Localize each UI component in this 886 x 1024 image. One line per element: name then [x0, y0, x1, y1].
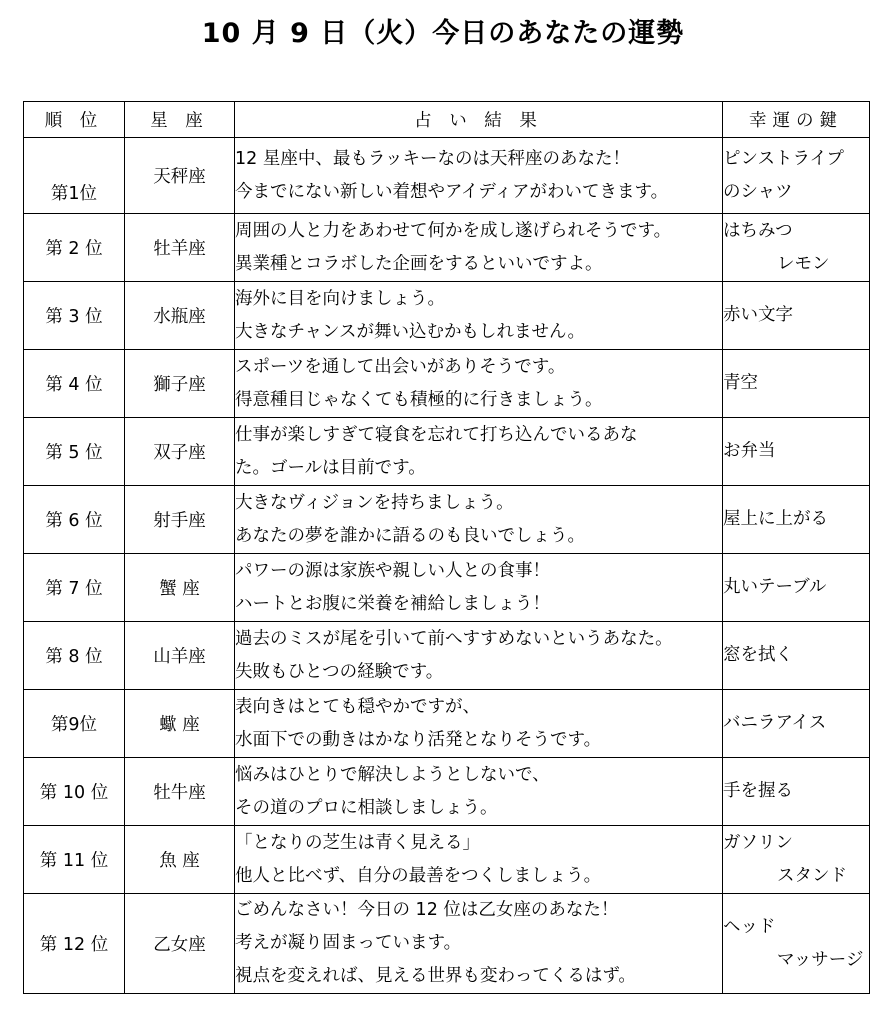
rank-cell: 第 7 位 [24, 554, 125, 622]
result-cell [235, 554, 723, 622]
sign-cell: 蠍 座 [125, 690, 235, 758]
result-cell [235, 622, 723, 690]
rank-cell: 第1位 [24, 138, 125, 214]
result-cell [235, 486, 723, 554]
result-cell [235, 350, 723, 418]
page-title: 10 月 9 日（火）今日のあなたの運勢 [201, 18, 685, 49]
rank-cell: 第 10 位 [24, 758, 125, 826]
rank-cell: 第 4 位 [24, 350, 125, 418]
sign-cell: 山羊座 [125, 622, 235, 690]
result-line: 考えが凝り固まっています。 [235, 933, 462, 953]
table-row [24, 214, 870, 282]
table-row [24, 758, 870, 826]
result-line: あなたの夢を誰かに語るのも良いでしょう。 [235, 525, 585, 546]
result-line: 表向きはとても穏やかですが、 [235, 696, 480, 717]
key-cell [723, 690, 870, 758]
result-line: 大きなチャンスが舞い込むかもしれません。 [235, 321, 585, 342]
result-line: 異業種とコラボした企画をするといいですよ。 [235, 253, 603, 274]
key-cell [723, 486, 870, 554]
result-line: 失敗もひとつの経験です。 [235, 661, 444, 682]
result-line: 過去のミスが尾を引いて前へすすめないというあなた。 [235, 628, 673, 649]
table-header-row [24, 102, 870, 138]
table-row [24, 894, 870, 994]
key-cell [723, 554, 870, 622]
table-row [24, 554, 870, 622]
key-line: 手を握る [723, 781, 793, 801]
result-line: その道のプロに相談しましょう。 [235, 797, 498, 818]
rank-cell: 第 12 位 [24, 894, 125, 994]
key-line: ヘッド [723, 916, 776, 937]
key-cell [723, 622, 870, 690]
key-line: 青空 [723, 373, 758, 393]
key-cell [723, 214, 870, 282]
key-line: お弁当 [723, 441, 776, 461]
key-line: バニラアイス [723, 713, 827, 733]
rank-cell: 第 11 位 [24, 826, 125, 894]
header-result: 占 い 結 果 [235, 102, 723, 138]
sign-cell: 天秤座 [125, 138, 235, 214]
result-line: ハートとお腹に栄養を補給しましょう！ [235, 593, 550, 614]
result-line: スポーツを通して出会いがありそうです。 [235, 356, 566, 377]
result-cell [235, 138, 723, 214]
key-line: レモン [777, 253, 830, 274]
key-line: のシャツ [723, 181, 793, 202]
sign-cell: 魚 座 [125, 826, 235, 894]
result-line: 水面下での動きはかなり活発となりそうです。 [235, 729, 602, 750]
sign-cell: 牡牛座 [125, 758, 235, 826]
result-line: 12 星座中、最もラッキーなのは天秤座のあなた！ [235, 148, 630, 169]
result-cell [235, 758, 723, 826]
result-line: 仕事が楽しすぎて寝食を忘れて打ち込んでいるあな [235, 424, 638, 445]
result-line: ごめんなさい！今日の 12 位は乙女座のあなた！ [235, 900, 619, 920]
table-row [24, 690, 870, 758]
header-sign: 星 座 [125, 102, 235, 138]
result-line: 周囲の人と力をあわせて何かを成し遂げられそうです。 [235, 220, 672, 241]
key-cell [723, 282, 870, 350]
result-cell [235, 282, 723, 350]
key-line: スタンド [777, 865, 847, 886]
table-row [24, 282, 870, 350]
table-row [24, 418, 870, 486]
sign-cell: 蟹 座 [125, 554, 235, 622]
result-cell [235, 214, 723, 282]
rank-cell: 第 2 位 [24, 214, 125, 282]
table-row [24, 138, 870, 214]
table-row [24, 486, 870, 554]
table-row [24, 826, 870, 894]
result-cell [235, 894, 723, 994]
header-key: 幸運の鍵 [723, 102, 870, 138]
sign-cell: 牡羊座 [125, 214, 235, 282]
sign-cell: 双子座 [125, 418, 235, 486]
key-cell [723, 758, 870, 826]
key-line: 赤い文字 [723, 305, 793, 325]
rank-cell: 第 3 位 [24, 282, 125, 350]
key-line: はちみつ [723, 220, 793, 241]
key-cell [723, 826, 870, 894]
sign-cell: 獅子座 [125, 350, 235, 418]
sign-cell: 射手座 [125, 486, 235, 554]
table-row [24, 622, 870, 690]
result-line: 視点を変えれば、見える世界も変わってくるはず。 [235, 966, 636, 986]
result-line: た。ゴールは目前です。 [235, 457, 426, 478]
key-line: ピンストライプ [723, 148, 844, 169]
rank-cell: 第9位 [24, 690, 125, 758]
key-line: 窓を拭く [723, 645, 793, 665]
key-line: 屋上に上がる [723, 509, 828, 529]
result-line: 他人と比べず、自分の最善をつくしましょう。 [235, 865, 602, 886]
result-line: 得意種目じゃなくても積極的に行きましょう。 [235, 389, 603, 410]
key-line: 丸いテーブル [723, 577, 827, 597]
result-line: 「となりの芝生は青く見える」 [235, 832, 480, 853]
result-cell [235, 418, 723, 486]
result-line: 悩みはひとりで解決しようとしないで、 [235, 764, 550, 785]
result-cell [235, 826, 723, 894]
sign-cell: 水瓶座 [125, 282, 235, 350]
sign-cell: 乙女座 [125, 894, 235, 994]
result-line: 海外に目を向けましょう。 [235, 288, 445, 309]
key-cell [723, 350, 870, 418]
rank-cell: 第 8 位 [24, 622, 125, 690]
fortune-table [23, 101, 870, 994]
result-cell [235, 690, 723, 758]
result-line: 大きなヴィジョンを持ちましょう。 [235, 492, 514, 513]
key-line: マッサージ [777, 949, 864, 970]
table-row [24, 350, 870, 418]
rank-cell: 第 6 位 [24, 486, 125, 554]
rank-cell: 第 5 位 [24, 418, 125, 486]
key-cell [723, 894, 870, 994]
key-cell [723, 418, 870, 486]
key-cell [723, 138, 870, 214]
result-line: パワーの源は家族や親しい人との食事！ [235, 560, 550, 581]
header-rank: 順 位 [24, 102, 125, 138]
key-line: ガソリン [723, 832, 793, 853]
result-line: 今までにない新しい着想やアイディアがわいてきます。 [235, 181, 669, 202]
